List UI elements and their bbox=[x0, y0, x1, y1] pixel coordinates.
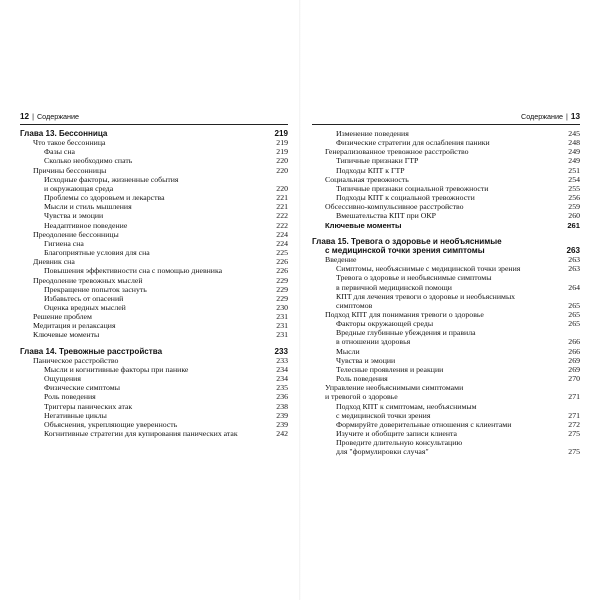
toc-entry[interactable]: Преодоление бессонницы 224 bbox=[33, 229, 288, 239]
toc-entry[interactable]: Роль поведения 236 bbox=[44, 392, 288, 402]
toc-entry[interactable]: Подходы КПТ к социальной тревожности 256 bbox=[336, 193, 580, 203]
toc-entry[interactable]: Физические симптомы 235 bbox=[44, 383, 288, 393]
toc-entry[interactable]: Управление необъяснимыми симптомами bbox=[325, 383, 464, 393]
toc-entry[interactable]: Телесные проявления и реакции 269 bbox=[336, 364, 580, 374]
toc-entry[interactable]: симптомов 265 bbox=[336, 300, 580, 310]
toc-entry[interactable]: Прекращение попыток заснуть 229 bbox=[44, 284, 288, 294]
toc-entry[interactable]: Когнитивные стратегии для купирования панических атак 242 bbox=[44, 429, 288, 438]
toc-entry[interactable]: Фазы сна 219 bbox=[44, 147, 288, 157]
toc-entry[interactable]: с медицинской точки зрения 271 bbox=[336, 410, 580, 420]
toc-entry[interactable]: Факторы окружающей среды 265 bbox=[336, 319, 580, 329]
right-running-title: Содержание bbox=[521, 112, 564, 121]
toc-entry[interactable]: Роль поведения 270 bbox=[336, 374, 580, 384]
toc-entry[interactable]: Благоприятные условия для сна 225 bbox=[44, 248, 288, 258]
toc-entry[interactable]: Социальная тревожность 254 bbox=[325, 174, 580, 184]
right-page-number: 13 bbox=[570, 112, 580, 121]
toc-entry[interactable]: Обсессивно-компульсивное расстройство 259 bbox=[325, 202, 580, 212]
toc-entry[interactable]: Преодоление тревожных мыслей 229 bbox=[33, 275, 288, 285]
toc-entry[interactable]: Физические стратегии для ослабления паники 248 bbox=[336, 138, 580, 148]
page-gutter bbox=[299, 0, 301, 600]
toc-entry[interactable]: Типичные признаки социальной тревожности 255 bbox=[336, 183, 580, 193]
toc-entry[interactable]: Подход КПТ к симптомам, необъяснимым bbox=[336, 401, 477, 411]
toc-entry[interactable]: Проведите длительную консультацию bbox=[336, 438, 463, 448]
toc-chapter[interactable]: Глава 14. Тревожные расстройства 233 bbox=[20, 346, 288, 356]
toc-entry[interactable]: Мысли и когнитивные факторы при панике 234 bbox=[44, 364, 288, 374]
toc-entry[interactable]: Избавьтесь от опасений 229 bbox=[44, 293, 288, 303]
right-page bbox=[312, 112, 580, 456]
toc-entry[interactable]: Исходные факторы, жизненные события bbox=[44, 174, 179, 184]
toc-entry[interactable]: Триггеры панических атак 238 bbox=[44, 401, 288, 411]
toc-entry[interactable]: Подходы КПТ к ГТР 251 bbox=[336, 165, 580, 175]
toc-chapter[interactable]: Глава 13. Бессонница 219 bbox=[20, 129, 288, 138]
toc-entry[interactable]: Генерализованное тревожное расстройство 249 bbox=[325, 147, 580, 157]
toc-entry[interactable]: Ощущения 234 bbox=[44, 374, 288, 384]
toc-entry[interactable]: Введение 263 bbox=[325, 255, 580, 265]
left-page-number: 12 bbox=[20, 112, 30, 121]
toc-entry[interactable]: Вредные глубинные убеждения и правила bbox=[336, 328, 476, 338]
toc-entry[interactable]: Дневник сна 226 bbox=[33, 257, 288, 267]
right-running-head: Содержание | 13 bbox=[312, 112, 580, 125]
left-page bbox=[20, 112, 288, 438]
toc-entry[interactable]: Тревога о здоровье и необъяснимые симптомы bbox=[336, 273, 492, 283]
toc-entry[interactable]: Что такое бессонница 219 bbox=[33, 138, 288, 148]
toc-entry[interactable]: Причины бессонницы 220 bbox=[33, 165, 288, 175]
toc-entry[interactable]: Изучите и обобщите записи клиента 275 bbox=[336, 429, 580, 438]
toc-entry[interactable]: Паническое расстройство 233 bbox=[33, 355, 288, 365]
toc-entry[interactable]: Изменение поведения 245 bbox=[336, 129, 580, 138]
toc-entry[interactable]: КПТ для лечения тревоги о здоровье и необъяснимых bbox=[336, 291, 516, 301]
toc-entry[interactable]: Мысли 266 bbox=[336, 346, 580, 356]
toc-entry[interactable]: Симптомы, необъяснимые с медицинской точки зрения 263 bbox=[336, 264, 580, 274]
toc-entry[interactable]: Объяснения, укрепляющие уверенность 239 bbox=[44, 419, 288, 429]
toc-entry[interactable]: и окружающая среда 220 bbox=[44, 183, 288, 193]
toc-entry[interactable]: Формируйте доверительные отношения с клиентами 272 bbox=[336, 419, 580, 429]
toc-entry[interactable]: Проблемы со здоровьем и лекарства 221 bbox=[44, 193, 288, 203]
toc-entry[interactable]: Решение проблем 231 bbox=[33, 312, 288, 322]
toc-entry[interactable]: Чувства и эмоции 269 bbox=[336, 355, 580, 365]
toc-entry[interactable]: Ключевые моменты 231 bbox=[33, 330, 288, 340]
toc-entry[interactable]: Вмешательства КПТ при ОКР 260 bbox=[336, 211, 580, 221]
toc-entry[interactable]: Оценка вредных мыслей 230 bbox=[44, 302, 288, 312]
toc-entry[interactable]: Ключевые моменты 261 bbox=[325, 220, 580, 230]
toc-entry[interactable]: в отношении здоровья 266 bbox=[336, 337, 580, 347]
toc-chapter-continued[interactable]: с медицинской точки зрения симптомы 263 bbox=[325, 245, 580, 255]
toc-entry[interactable]: Сколько необходимо спать 220 bbox=[44, 156, 288, 166]
toc-entry[interactable]: Негативные циклы 239 bbox=[44, 410, 288, 420]
left-running-title: Содержание bbox=[36, 112, 79, 121]
toc-entry[interactable]: Мысли и стиль мышления 221 bbox=[44, 202, 288, 212]
toc-entry[interactable]: Повышения эффективности сна с помощью дневника 226 bbox=[44, 266, 288, 276]
toc-entry[interactable]: в первичной медицинской помощи 264 bbox=[336, 282, 580, 292]
toc-entry[interactable]: Чувства и эмоции 222 bbox=[44, 211, 288, 221]
left-running-head: 12 | Содержание bbox=[20, 112, 288, 125]
toc-entry[interactable]: Медитация и релаксация 231 bbox=[33, 321, 288, 331]
toc-entry[interactable]: Неадаптивное поведение 222 bbox=[44, 220, 288, 230]
toc-entry[interactable]: Типичные признаки ГТР 249 bbox=[336, 156, 580, 166]
toc-chapter[interactable]: Глава 15. Тревога о здоровье и необъяснимые bbox=[312, 236, 502, 246]
toc-entry[interactable]: Подход КПТ для понимания тревоги о здоровье 265 bbox=[325, 309, 580, 319]
toc-entry[interactable]: Гигиена сна 224 bbox=[44, 238, 288, 248]
toc-entry[interactable]: для "формулировки случая" 275 bbox=[336, 447, 580, 457]
toc-entry[interactable]: и тревогой о здоровье 271 bbox=[325, 392, 580, 402]
